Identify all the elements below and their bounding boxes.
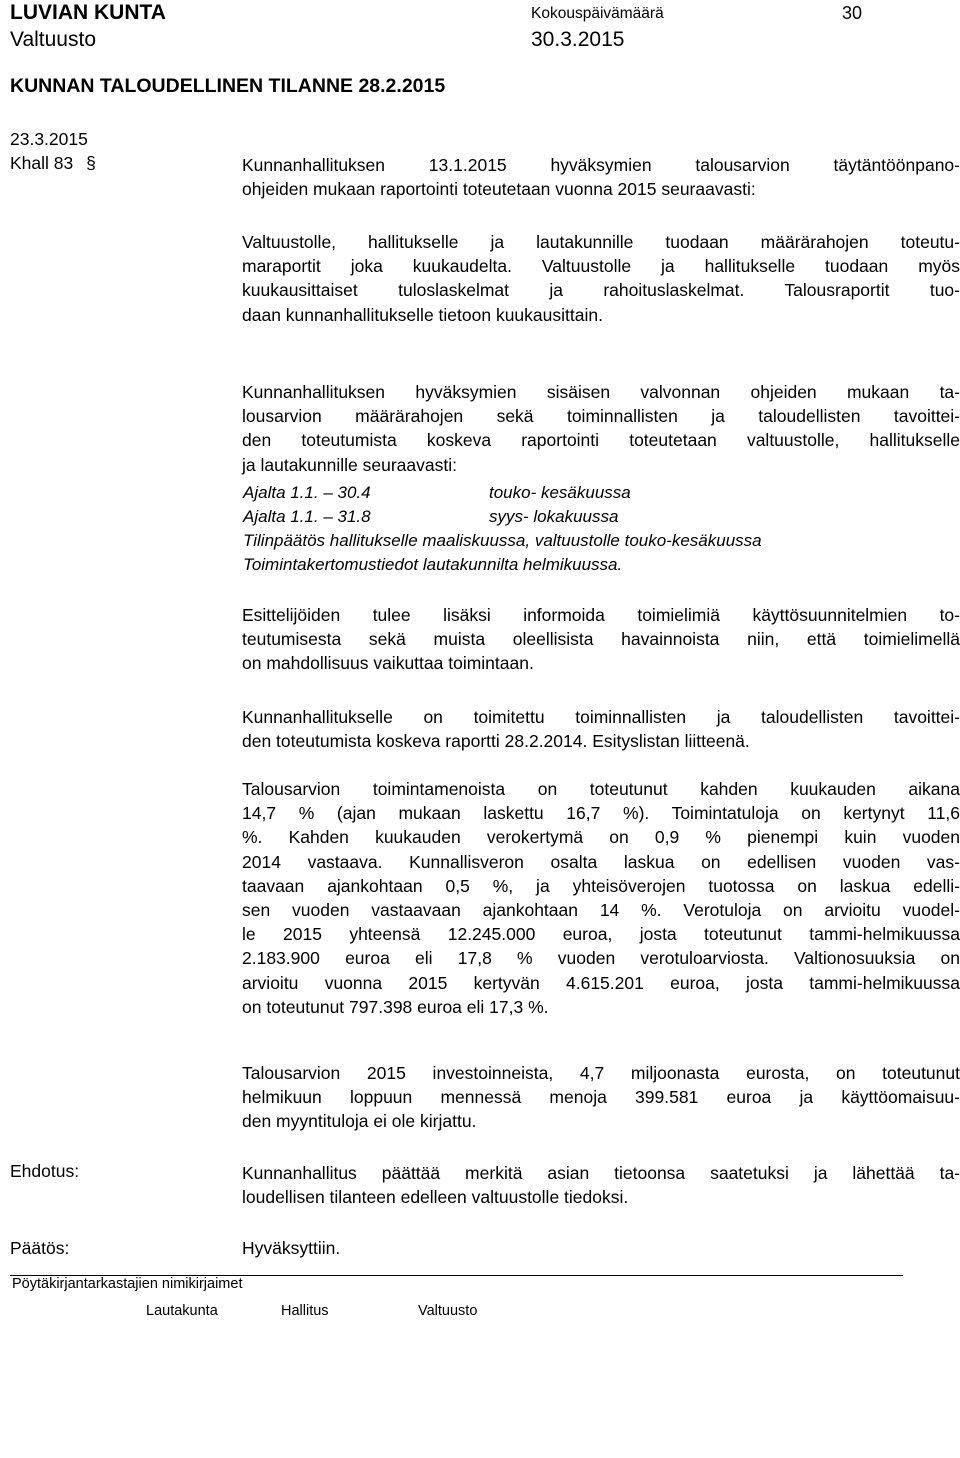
budget-figures-paragraph [242, 777, 960, 1019]
paragraph-line: maraportit joka kuukaudelta. Valtuustolle ja hallitukselle tuodaan myös [242, 256, 960, 277]
presenters-paragraph [242, 603, 960, 676]
intro-line: ohjeiden mukaan raportointi toteutetaan vuonna 2015 seuraavasti: [242, 179, 756, 200]
paragraph-line: kuukausittaiset tuloslaskelmat ja rahoituslaskelmat. Talousraportit tuo- [242, 280, 960, 301]
paragraph-line: %. Kahden kuukauden verokertymä on 0,9 % pienempi kuin vuoden [242, 827, 960, 848]
proposal-text [242, 1161, 960, 1209]
investments-paragraph [242, 1061, 960, 1134]
paragraph-line: Talousarvion toimintamenoista on toteutunut kahden kuukauden aikana [242, 779, 960, 799]
proposal-label: Ehdotus: [10, 1161, 80, 1181]
paragraph-line: 2014 vastaava. Kunnallisveron osalta laskua on edellisen vuoden vas- [242, 851, 960, 872]
page-number: 30 [842, 3, 863, 23]
signatures-label: Pöytäkirjantarkastajien nimikirjaimet [12, 1276, 243, 1292]
paragraph-line: Kunnanhallitukselle on toimitettu toiminnallisten ja taloudellisten tavoittei- [242, 707, 960, 727]
schedule-line: Tilinpäätös hallitukselle maaliskuussa, valtuustolle touko-kesäkuussa [243, 531, 762, 550]
schedule-period: Ajalta 1.1. – 31.8 [243, 507, 371, 526]
paragraph-line: on mahdollisuus vaikuttaa toimintaan. [242, 653, 534, 674]
schedule-when: syys- lokakuussa [489, 507, 619, 526]
paragraph-line: Talousarvion 2015 investoinneista, 4,7 miljoonasta eurosta, on toteutunut [242, 1063, 960, 1083]
paragraph-line: loudellisen tilanteen edelleen valtuustolle tiedoksi. [242, 1187, 629, 1208]
paragraph-line: Kunnanhallitus päättää merkitä asian tietoonsa saatetuksi ja lähettää ta- [242, 1163, 960, 1183]
internal-control-paragraph [242, 380, 960, 477]
case-reference [10, 153, 96, 174]
paragraph-line: 14,7 % (ajan mukaan laskettu 16,7 %). Toimintatuloja on kertynyt 11,6 [242, 803, 960, 824]
paragraph-line: taavaan ajankohtaan 0,5 %, ja yhteisöverojen tuotossa on laskua edelli- [242, 875, 960, 896]
case-ref-text: Khall 83 [10, 153, 74, 173]
paragraph-line: den toteutumista koskeva raportti 28.2.2014. Esityslistan liitteenä. [242, 731, 750, 752]
footer-column-council: Valtuusto [418, 1303, 478, 1319]
section-title: KUNNAN TALOUDELLINEN TILANNE 28.2.2015 [10, 75, 446, 97]
decision-label: Päätös: [10, 1238, 70, 1258]
case-date: 23.3.2015 [10, 129, 88, 149]
schedule-line: Toimintakertomustiedot lautakunnilta helmikuussa. [243, 555, 623, 574]
paragraph-line: le 2015 yhteensä 12.245.000 euroa, josta toteutunut tammi-helmikuussa [242, 924, 960, 945]
section-symbol: § [86, 153, 96, 173]
paragraph-line: ja lautakunnille seuraavasti: [242, 454, 457, 475]
paragraph-line: lousarvion määrärahojen sekä toiminnallisten ja taloudellisten tavoittei- [242, 406, 960, 427]
intro-line: Kunnanhallituksen 13.1.2015 hyväksymien talousarvion täytäntöönpano- [242, 155, 960, 175]
report-delivered-paragraph [242, 705, 960, 753]
paragraph-line: helmikuun loppuun mennessä menoja 399.581 euroa ja käyttöomaisuu- [242, 1087, 960, 1108]
reporting-paragraph [242, 230, 960, 327]
paragraph-line: arvioitu vuonna 2015 kertyvän 4.615.201 euroa, josta tammi-helmikuussa [242, 972, 960, 993]
paragraph-line: den toteutumista koskeva raportointi toteutetaan valtuustolle, hallitukselle [242, 430, 960, 451]
footer-column-government: Hallitus [281, 1303, 329, 1319]
schedule-when: touko- kesäkuussa [489, 483, 631, 502]
schedule-period: Ajalta 1.1. – 30.4 [243, 483, 371, 502]
footer-column-board: Lautakunta [146, 1303, 218, 1319]
paragraph-line: den myyntituloja ei ole kirjattu. [242, 1111, 477, 1132]
meeting-body: Valtuusto [10, 28, 96, 51]
paragraph-line: 2.183.900 euroa eli 17,8 % vuoden verotuloarviosta. Valtionosuuksia on [242, 948, 960, 969]
meeting-date-label: Kokouspäivämäärä [531, 5, 664, 22]
paragraph-line: sen vuoden vastaavaan ajankohtaan 14 %. Verotuloja on arvioitu vuodel- [242, 900, 960, 921]
paragraph-line: daan kunnanhallitukselle tietoon kuukausittain. [242, 304, 603, 325]
paragraph-line: on toteutunut 797.398 euroa eli 17,3 %. [242, 996, 549, 1017]
paragraph-line: Valtuustolle, hallitukselle ja lautakunnille tuodaan määrärahojen toteutu- [242, 232, 960, 252]
paragraph-line: Esittelijöiden tulee lisäksi informoida toimielimiä käyttösuunnitelmien to- [242, 605, 960, 625]
intro-paragraph [242, 153, 960, 201]
decision-text: Hyväksyttiin. [242, 1238, 341, 1258]
organization-name: LUVIAN KUNTA [10, 1, 166, 24]
paragraph-line: Kunnanhallituksen hyväksymien sisäisen valvonnan ohjeiden mukaan ta- [242, 382, 960, 402]
paragraph-line: teutumisesta sekä muista oleellisista havainnoista niin, että toimielimellä [242, 629, 960, 650]
meeting-date: 30.3.2015 [531, 28, 625, 51]
